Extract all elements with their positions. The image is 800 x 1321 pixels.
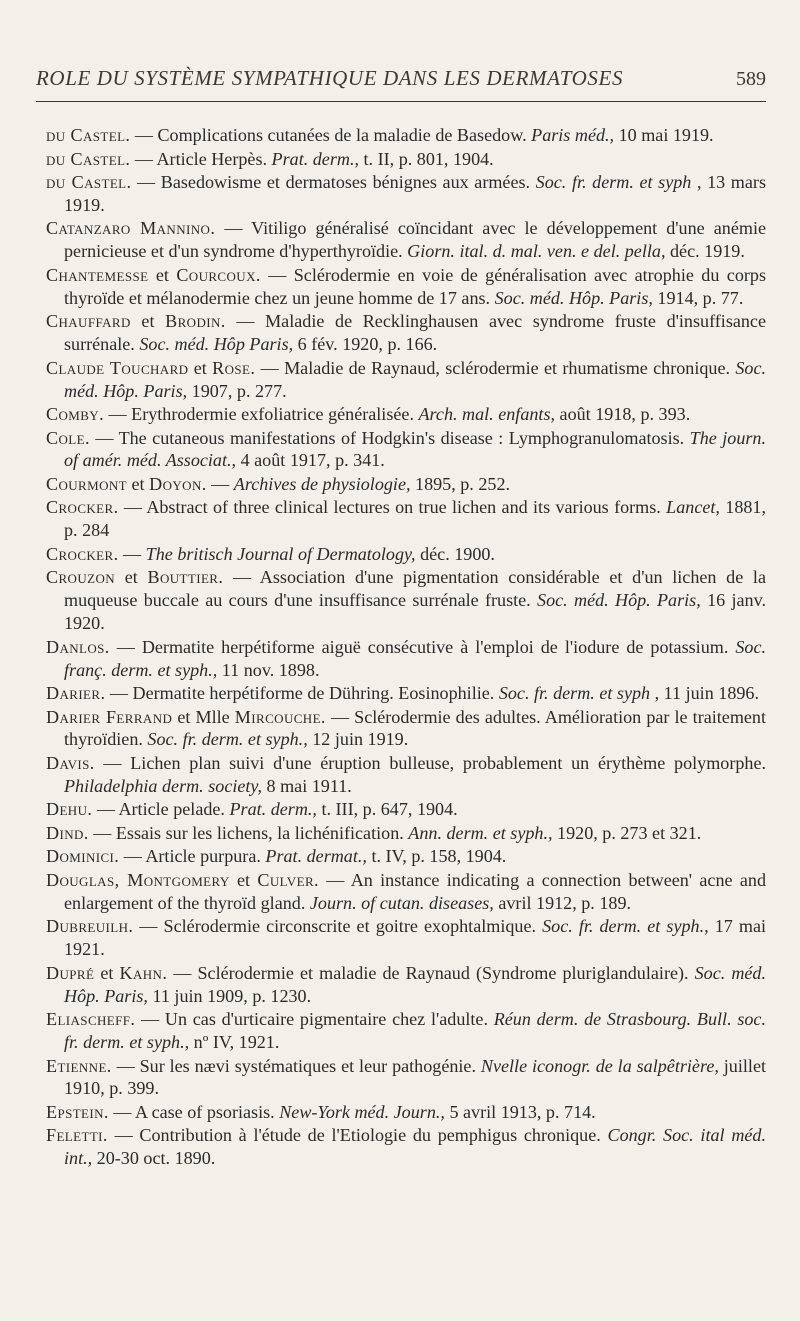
journal-title: Paris méd., bbox=[531, 125, 615, 145]
reference-entry bbox=[46, 427, 766, 473]
reference-entry bbox=[46, 473, 766, 496]
reference-entry bbox=[46, 845, 766, 868]
journal-title: Nvelle iconogr. de la salpêtrière, bbox=[480, 1055, 719, 1076]
entry-text: et bbox=[188, 357, 213, 378]
entry-text: 12 juin 1919. bbox=[307, 729, 409, 750]
entry-text: — Maladie de Recklinghausen avec syndrome fruste d'insuffisance surrénale. bbox=[64, 311, 766, 355]
entry-text: — bbox=[118, 543, 146, 564]
entry-text: — Association d'une pigmentation considérable et d'un lichen de la muqueuse buccale au cours d'une insuffisance surrénale fruste. bbox=[64, 567, 766, 611]
journal-title: Prat. dermat., bbox=[265, 846, 367, 867]
reference-entry bbox=[46, 1008, 766, 1054]
author-name: Claude Touchard bbox=[46, 357, 189, 378]
author-name: Etienne. bbox=[46, 1055, 112, 1076]
entry-text: 20-30 oct. 1890. bbox=[92, 1148, 216, 1169]
entry-text: déc. 1919. bbox=[665, 241, 745, 262]
author-name: Brodin. bbox=[165, 311, 226, 332]
entry-text: et bbox=[115, 567, 148, 588]
reference-entry bbox=[46, 869, 766, 915]
reference-entry bbox=[46, 798, 766, 821]
reference-entry bbox=[46, 357, 766, 403]
entry-text: 1914, p. 77. bbox=[652, 287, 744, 308]
journal-title: Giorn. ital. d. mal. ven. e del. pella, bbox=[407, 241, 666, 262]
entry-text: et Mlle bbox=[172, 706, 235, 727]
journal-title: Ann. derm. et syph., bbox=[408, 822, 553, 843]
entry-text: 10 mai 1919. bbox=[614, 125, 714, 145]
author-name: Dind. bbox=[46, 822, 89, 843]
reference-entry bbox=[46, 1101, 766, 1124]
author-name: Courmont bbox=[46, 473, 127, 494]
entry-text: 11 juin 1909, p. 1230. bbox=[147, 985, 312, 1006]
entry-text: 11 nov. 1898. bbox=[217, 659, 320, 680]
reference-entry bbox=[46, 124, 766, 147]
running-head-title: ROLE DU SYSTÈME SYMPATHIQUE DANS LES DERMATOSES bbox=[36, 66, 624, 90]
entry-text: — Sclérodermie en voie de généralisation avec atrophie du corps thyroïde et mélanodermie chez un jeune homme de 17 ans. bbox=[64, 264, 766, 308]
author-name: Mircouche. bbox=[234, 706, 326, 727]
entry-text: — Maladie de Raynaud, sclérodermie et rhumatisme chronique. bbox=[255, 357, 736, 378]
entry-text: 5 avril 1913, p. 714. bbox=[444, 1101, 596, 1122]
author-name: Epstein. bbox=[46, 1101, 109, 1122]
reference-entry bbox=[46, 915, 766, 961]
journal-title: Soc. méd. Hôp. Paris, bbox=[537, 590, 701, 611]
entry-text: — Contribution à l'étude de l'Etiologie du pemphigus chronique. bbox=[107, 1125, 608, 1146]
journal-title: New-York méd. Journ., bbox=[279, 1101, 445, 1122]
journal-title: Soc. méd. Hôp. Paris, bbox=[494, 287, 653, 308]
journal-title: The journ. of amér. méd. Associat., bbox=[64, 427, 766, 471]
author-name: Chantemesse bbox=[46, 264, 149, 285]
entry-text: — Vitiligo généralisé coïncidant avec le développement d'une anémie pernicieuse et d'un syndrome d'hyperthyroïdie. bbox=[64, 218, 767, 262]
entry-text: déc. 1900. bbox=[415, 543, 495, 564]
journal-title: Soc. méd. Hôp. Paris, bbox=[64, 357, 766, 401]
entry-text: — Dermatite herpétiforme de Dühring. Eosinophilie. bbox=[105, 683, 499, 704]
author-name: Eliascheff. bbox=[46, 1009, 136, 1030]
author-name: Comby. bbox=[46, 404, 104, 425]
journal-title: Soc. fr. derm. et syph bbox=[535, 172, 692, 192]
entry-text: — Sur les nævi systématiques et leur pathogénie. bbox=[111, 1055, 481, 1076]
entry-text: , 11 juin 1896. bbox=[650, 683, 759, 704]
journal-title: Journ. of cutan. diseases, bbox=[309, 892, 494, 913]
author-name: du Castel. bbox=[46, 148, 131, 169]
journal-title: Prat. derm., bbox=[271, 148, 359, 169]
author-name: Courcoux. bbox=[176, 264, 261, 285]
entry-text: 4 août 1917, p. 341. bbox=[236, 450, 385, 471]
author-name: Dupré bbox=[46, 962, 95, 983]
journal-title: Philadelphia derm. society, bbox=[64, 775, 262, 796]
entry-text: — Article Herpès. bbox=[130, 148, 272, 169]
reference-entry bbox=[46, 171, 766, 217]
journal-title: Soc. fr. derm. et syph., bbox=[542, 916, 709, 937]
author-name: Crocker. bbox=[46, 543, 119, 564]
journal-title: Archives de physiologie, bbox=[233, 473, 411, 494]
entry-text: — Lichen plan suivi d'une éruption bulleuse, probablement un érythème polymorphe. bbox=[94, 752, 766, 773]
author-name: Catanzaro Mannino. bbox=[46, 218, 216, 239]
header-rule bbox=[36, 101, 766, 102]
entry-text: et bbox=[229, 869, 258, 890]
entry-text: — bbox=[206, 473, 234, 494]
entry-text: avril 1912, p. 189. bbox=[493, 892, 632, 913]
reference-entry bbox=[46, 822, 766, 845]
bibliography-list bbox=[46, 124, 766, 1171]
author-name: Davis. bbox=[46, 752, 95, 773]
entry-text: — Sclérodermie des adultes. Amélioration par le traitement thyroïdien. bbox=[64, 706, 767, 750]
reference-entry bbox=[46, 636, 766, 682]
author-name: Doyon. bbox=[149, 473, 207, 494]
entry-text: 1895, p. 252. bbox=[410, 473, 511, 494]
reference-entry bbox=[46, 1124, 766, 1170]
reference-entry bbox=[46, 496, 766, 542]
entry-text: t. III, p. 647, 1904. bbox=[316, 799, 458, 820]
author-name: Danlos. bbox=[46, 636, 110, 657]
entry-text: août 1918, p. 393. bbox=[555, 404, 691, 425]
entry-text: t. II, p. 801, 1904. bbox=[359, 148, 494, 169]
author-name: Feletti. bbox=[46, 1125, 108, 1146]
entry-text: , 13 mars 1919. bbox=[64, 172, 766, 215]
reference-entry bbox=[46, 706, 766, 752]
author-name: Dominici. bbox=[46, 846, 120, 867]
author-name: Kahn. bbox=[119, 962, 168, 983]
entry-text: 8 mai 1911. bbox=[262, 775, 352, 796]
entry-text: — A case of psoriasis. bbox=[108, 1101, 280, 1122]
entry-text: — Article purpura. bbox=[119, 846, 266, 867]
entry-text: — The cutaneous manifestations of Hodgkin's disease : Lymphogranulomatosis. bbox=[89, 427, 690, 448]
author-name: Crocker. bbox=[46, 497, 119, 518]
reference-entry bbox=[46, 752, 766, 798]
entry-text: juillet 1910, p. 399. bbox=[64, 1055, 766, 1099]
journal-title: Soc. méd. Hôp Paris, bbox=[139, 334, 294, 355]
entry-text: — Article pelade. bbox=[92, 799, 230, 820]
entry-text: — Sclérodermie et maladie de Raynaud (Syndrome pluriglandulaire). bbox=[167, 962, 695, 983]
entry-text: 16 janv. 1920. bbox=[64, 590, 766, 634]
author-name: Bouttier. bbox=[147, 567, 224, 588]
journal-title: Prat. derm., bbox=[229, 799, 317, 820]
author-name: Darier Ferrand bbox=[46, 706, 173, 727]
reference-entry bbox=[46, 682, 766, 705]
journal-title: Réun derm. de Strasbourg. Bull. soc. fr. derm. et syph., bbox=[64, 1009, 766, 1052]
entry-text: 1907, p. 277. bbox=[187, 380, 287, 401]
entry-text: — Essais sur les lichens, la lichénification. bbox=[88, 822, 409, 843]
journal-title: Soc. franç. derm. et syph., bbox=[64, 636, 766, 680]
author-name: Darier. bbox=[46, 683, 106, 704]
entry-text: — Complications cutanées de la maladie de Basedow. bbox=[130, 125, 532, 145]
author-name: du Castel. bbox=[46, 172, 132, 192]
author-name: Chauffard bbox=[46, 311, 131, 332]
journal-title: Arch. mal. enfants, bbox=[418, 404, 556, 425]
author-name: Rose. bbox=[212, 357, 256, 378]
entry-text: — Erythrodermie exfoliatrice généralisée. bbox=[104, 404, 419, 425]
entry-text: et bbox=[94, 962, 120, 983]
entry-text: — Basedowisme et dermatoses bénignes aux armées. bbox=[131, 172, 536, 192]
reference-entry bbox=[46, 148, 766, 171]
entry-text: t. IV, p. 158, 1904. bbox=[366, 846, 507, 867]
entry-text: — Un cas d'urticaire pigmentaire chez l'adulte. bbox=[135, 1009, 494, 1030]
journal-title: Soc. fr. derm. et syph bbox=[498, 683, 651, 704]
author-name: Dubreuilh. bbox=[46, 916, 134, 937]
reference-entry bbox=[46, 566, 766, 635]
entry-text: 1881, p. 284 bbox=[64, 497, 766, 541]
reference-entry bbox=[46, 310, 766, 356]
entry-text: — Abstract of three clinical lectures on true lichen and its various forms. bbox=[118, 497, 667, 518]
reference-entry bbox=[46, 1055, 766, 1101]
journal-title: Soc. fr. derm. et syph., bbox=[147, 729, 308, 750]
reference-entry bbox=[46, 403, 766, 426]
running-head bbox=[36, 66, 766, 91]
author-name: du Castel. bbox=[46, 125, 131, 145]
page-number: 589 bbox=[736, 68, 766, 90]
entry-text: et bbox=[127, 473, 150, 494]
entry-text: et bbox=[130, 311, 166, 332]
entry-text: 6 fév. 1920, p. 166. bbox=[293, 334, 438, 355]
journal-title: The britisch Journal of Dermatology, bbox=[145, 543, 416, 564]
reference-entry bbox=[46, 962, 766, 1008]
author-name: Cole. bbox=[46, 427, 90, 448]
author-name: Crouzon bbox=[46, 567, 116, 588]
journal-title: Soc. méd. Hôp. Paris, bbox=[64, 962, 767, 1006]
entry-text: — An instance indicating a connection between' acne and enlargement of the thyroïd gland. bbox=[64, 869, 766, 913]
entry-text: et bbox=[148, 264, 177, 285]
journal-title: Lancet, bbox=[666, 497, 720, 518]
reference-entry bbox=[46, 264, 766, 310]
author-name: Culver. bbox=[257, 869, 319, 890]
journal-title: Congr. Soc. ital méd. int., bbox=[64, 1125, 766, 1169]
author-name: Dehu. bbox=[46, 799, 93, 820]
entry-text: — Dermatite herpétiforme aiguë consécutive à l'emploi de l'iodure de potassium. bbox=[109, 636, 736, 657]
entry-text: — Sclérodermie circonscrite et goitre exophtalmique. bbox=[133, 916, 543, 937]
reference-entry bbox=[46, 217, 766, 263]
entry-text: 1920, p. 273 et 321. bbox=[552, 822, 702, 843]
entry-text: nº IV, 1921. bbox=[189, 1032, 280, 1052]
reference-entry bbox=[46, 543, 766, 566]
entry-text: 17 mai 1921. bbox=[64, 916, 767, 960]
author-name: Douglas, Montgomery bbox=[46, 869, 230, 890]
